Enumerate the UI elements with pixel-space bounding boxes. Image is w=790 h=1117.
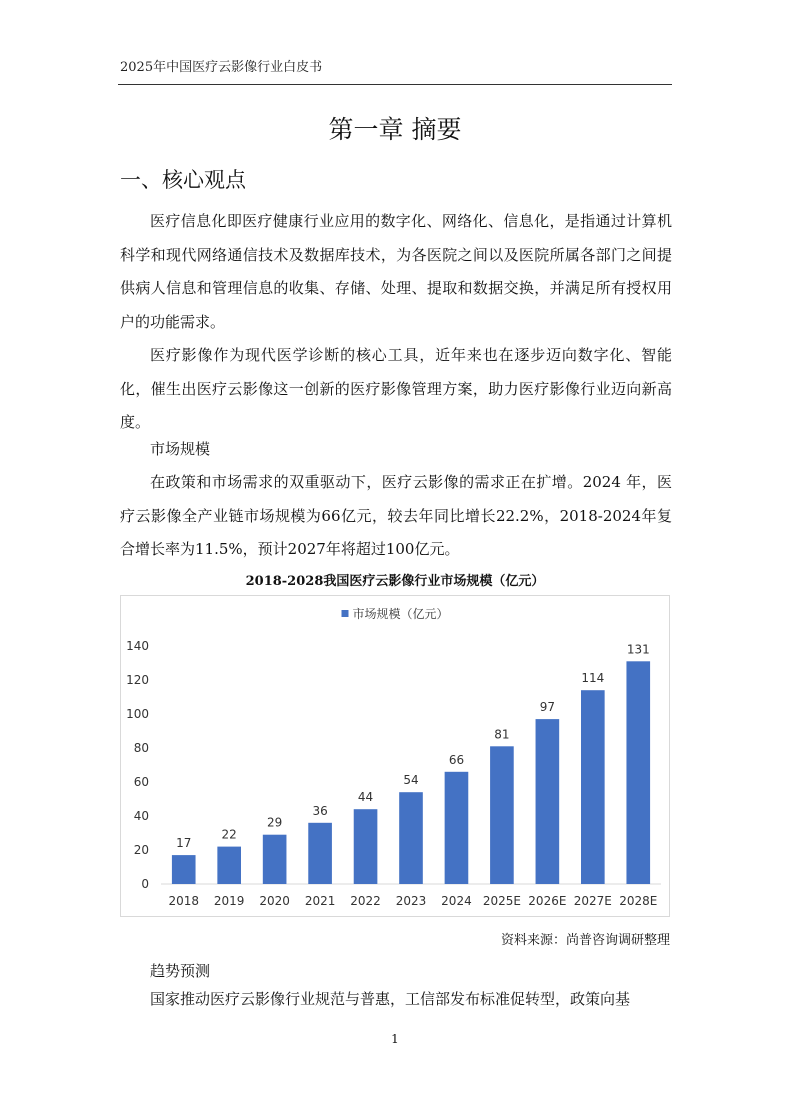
- bar: [172, 855, 196, 884]
- section-heading: 一、核心观点: [120, 168, 246, 192]
- legend-swatch: [342, 610, 349, 617]
- bar: [354, 809, 378, 884]
- x-tick-label: 2028E: [619, 894, 658, 908]
- x-tick-label: 2024: [441, 894, 472, 908]
- data-label: 131: [626, 642, 650, 657]
- y-tick-label: 120: [126, 673, 149, 687]
- paragraph-4: 国家推动医疗云影像行业规范与普惠，工信部发布标准促转型，政策向基: [150, 990, 631, 1008]
- y-tick-label: 20: [133, 843, 149, 857]
- bar: [217, 847, 241, 884]
- bar: [263, 835, 287, 884]
- bar: [490, 746, 514, 884]
- bar: [445, 772, 469, 884]
- x-tick-label: 2021: [304, 894, 336, 908]
- x-tick-label: 2026E: [528, 894, 567, 908]
- header-divider: [118, 84, 672, 85]
- paragraph-1: 医疗信息化即医疗健康行业应用的数字化、网络化、信息化，是指通过计算机科学和现代网络通信技术及数据库技术，为各医院之间以及医院所属各部门之间提供病人信息和管理信息的收集、存储、处理、提取和数据交换，并满足所有授权用户的功能需求。: [120, 212, 672, 331]
- y-tick-label: 140: [126, 639, 149, 653]
- data-label: 22: [221, 827, 237, 842]
- bar: [399, 792, 423, 884]
- data-label: 97: [539, 700, 556, 715]
- y-tick-label: 0: [141, 877, 149, 891]
- bar-chart: [121, 596, 669, 916]
- data-label: 29: [266, 815, 283, 830]
- data-label: 66: [448, 752, 465, 767]
- y-tick-label: 100: [126, 707, 149, 721]
- page-number: 1: [391, 1032, 399, 1046]
- x-tick-label: 2027E: [573, 894, 612, 908]
- paragraph-2: 医疗影像作为现代医学诊断的核心工具，近年来也在逐步迈向数字化、智能化，催生出医疗云影像这一创新的医疗影像管理方案，助力医疗影像行业迈向新高度。: [120, 346, 672, 431]
- paragraph-3: 在政策和市场需求的双重驱动下，医疗云影像的需求正在扩增。2024 年，医疗云影像全产业链市场规模为66亿元，较去年同比增长22.2%，2018-2024年复合增长率为11.5%，预计2027年将超过100亿元。: [120, 473, 672, 558]
- x-tick-label: 2022: [350, 894, 381, 908]
- source-note: 资料来源：尚普咨询调研整理: [500, 933, 670, 948]
- y-tick-label: 60: [133, 775, 149, 789]
- y-tick-label: 40: [133, 809, 149, 823]
- bar: [626, 661, 650, 884]
- bar: [581, 690, 605, 884]
- data-label: 44: [357, 790, 374, 805]
- subheading-trend: 趋势预测: [150, 962, 211, 980]
- data-label: 114: [581, 671, 605, 686]
- data-label: 81: [494, 727, 510, 742]
- bar: [536, 719, 560, 884]
- x-tick-label: 2023: [395, 894, 427, 908]
- x-tick-label: 2025E: [482, 894, 521, 908]
- running-header: 2025年中国医疗云影像行业白皮书: [120, 60, 323, 75]
- bar: [308, 823, 332, 884]
- y-tick-label: 80: [133, 741, 149, 755]
- data-label: 54: [403, 773, 419, 788]
- chart-caption: 2018-2028我国医疗云影像行业市场规模（亿元）: [245, 574, 545, 589]
- data-label: 17: [176, 836, 192, 851]
- chapter-title: 第一章 摘要: [328, 115, 462, 144]
- chart-frame: [120, 595, 670, 917]
- legend-label: 市场规模（亿元）: [352, 607, 449, 621]
- x-tick-label: 2018: [168, 894, 200, 908]
- x-tick-label: 2019: [213, 894, 245, 908]
- subheading-market: 市场规模: [150, 440, 211, 458]
- data-label: 36: [312, 803, 328, 818]
- x-tick-label: 2020: [259, 894, 290, 908]
